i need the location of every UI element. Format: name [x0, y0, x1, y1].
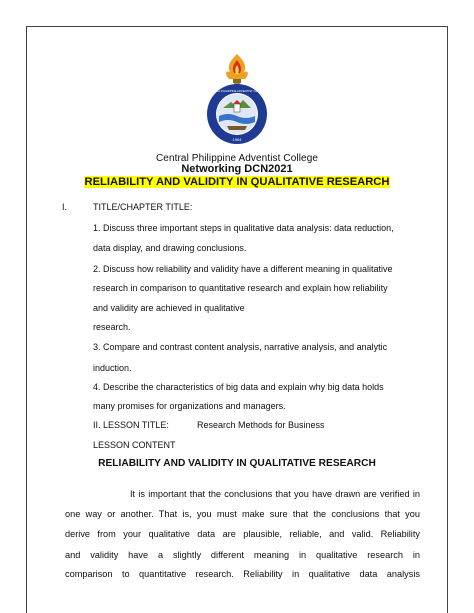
- page-border-left: [26, 26, 27, 613]
- paragraph-line: It is important that the conclusions that you have drawn are verified in: [130, 489, 420, 499]
- lesson-title-label: II. LESSON TITLE:: [93, 420, 169, 430]
- course-code: Networking DCN2021: [181, 163, 293, 175]
- objective-line: 3. Compare and contrast content analysis, narrative analysis, and analytic: [93, 342, 388, 352]
- seal-lettering: CENTRAL PHILIPPINE ADVENTIST COLLEGE: [207, 89, 267, 93]
- lesson-title: Research Methods for Business: [197, 420, 325, 430]
- paragraph-line: one way or another. That is, you must make sure that the conclusions that you: [65, 509, 420, 519]
- college-name: Central Philippine Adventist College: [155, 153, 319, 164]
- objective-line: research.: [93, 322, 131, 332]
- page-border-top: [26, 26, 448, 27]
- objective-line: induction.: [93, 363, 132, 373]
- document-title-text: RELIABILITY AND VALIDITY IN QUALITATIVE RESEARCH: [84, 176, 390, 188]
- paragraph-line: comparison to quantitative research. Reliability in qualitative data analysis: [65, 569, 420, 579]
- paragraph-line: and validity have a slightly different meaning in qualitative research in: [65, 550, 420, 560]
- section-numeral: I.: [62, 202, 68, 212]
- objective-line: 1. Discuss three important steps in qualitative data analysis: data reduction,: [93, 223, 394, 233]
- college-seal-logo: [205, 52, 269, 146]
- paragraph-line: derive from your qualitative data are plausible, reliable, and valid. Reliability: [65, 529, 420, 539]
- page-border-right: [447, 26, 448, 613]
- section-label: TITLE/CHAPTER TITLE:: [93, 202, 193, 212]
- lesson-content-label: LESSON CONTENT: [93, 440, 176, 450]
- objective-line: research in comparison to quantitative research and explain how reliability: [93, 283, 388, 293]
- objective-line: 4. Describe the characteristics of big data and explain why big data holds: [93, 382, 384, 392]
- lesson-heading: RELIABILITY AND VALIDITY IN QUALITATIVE RESEARCH: [98, 458, 376, 469]
- document-title: [0, 176, 474, 188]
- objective-line: 2. Discuss how reliability and validity have a different meaning in qualitative: [93, 264, 393, 274]
- objective-line: and validity are achieved in qualitative: [93, 303, 245, 313]
- objective-line: many promises for organizations and managers.: [93, 401, 286, 411]
- seal-year: 1964: [232, 137, 242, 142]
- objective-line: data display, and drawing conclusions.: [93, 243, 247, 253]
